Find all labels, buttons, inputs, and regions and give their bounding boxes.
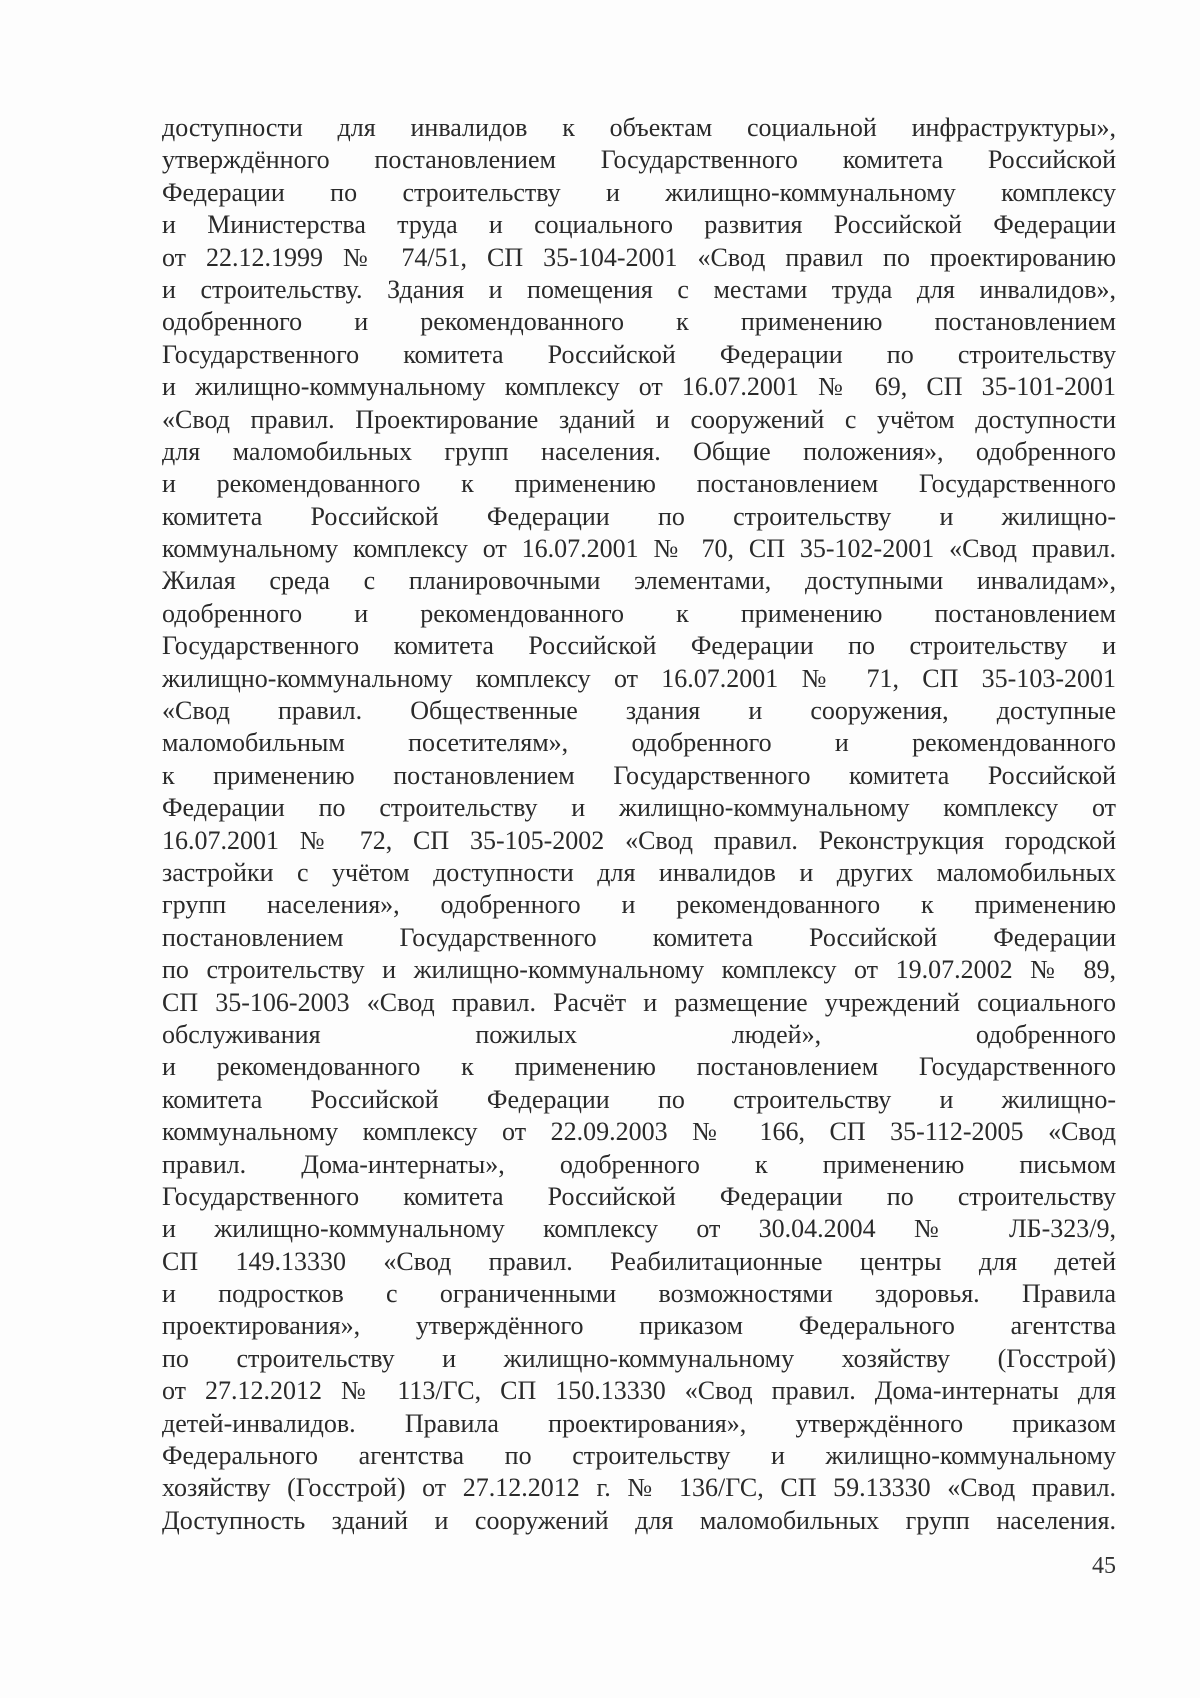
text-line: «Свод правил. Общественные здания и сооружения, доступные — [162, 696, 1116, 726]
text-line: коммунальному комплексу от 16.07.2001 № 70, СП 35-102-2001 «Свод правил. — [162, 534, 1116, 564]
text-line: 16.07.2001 № 72, СП 35-105-2002 «Свод правил. Реконструкция городской — [162, 825, 1116, 855]
text-line: групп населения», одобренного и рекомендованного к применению — [162, 890, 1116, 920]
text-line: одобренного и рекомендованного к применению постановлением — [162, 598, 1116, 628]
text-line: одобренного и рекомендованного к применению постановлением — [162, 307, 1116, 337]
text-line: жилищно-коммунальному комплексу от 16.07.2001 № 71, СП 35-103-2001 — [162, 663, 1116, 693]
text-line: и рекомендованного к применению постановлением Государственного — [162, 469, 1116, 499]
text-line: Федерации по строительству и жилищно-коммунальному комплексу от — [162, 793, 1116, 823]
text-line: СП 149.13330 «Свод правил. Реабилитационные центры для детей — [162, 1246, 1116, 1276]
text-line: комитета Российской Федерации по строительству и жилищно- — [162, 1084, 1116, 1114]
text-line: правил. Дома-интернаты», одобренного к применению письмом — [162, 1149, 1116, 1179]
text-line: доступности для инвалидов к объектам социальной инфраструктуры», — [162, 113, 1116, 142]
text-line: и Министерства труда и социального развития Российской Федерации — [162, 210, 1116, 240]
text-line: Жилая среда с планировочными элементами, доступными инвалидам», — [162, 566, 1116, 596]
text-line: по строительству и жилищно-коммунальному комплексу от 19.07.2002 № 89, — [162, 955, 1116, 985]
text-line: хозяйству (Госстрой) от 27.12.2012 г. № 136/ГС, СП 59.13330 «Свод правил. — [162, 1473, 1116, 1503]
body-paragraph — [162, 112, 1116, 1537]
text-line: и подростков с ограниченными возможностями здоровья. Правила — [162, 1279, 1116, 1309]
text-line: застройки с учётом доступности для инвалидов и других маломобильных — [162, 857, 1116, 887]
text-line: Государственного комитета Российской Федерации по строительству и — [162, 631, 1116, 661]
text-line: для маломобильных групп населения. Общие положения», одобренного — [162, 436, 1116, 466]
text-line: по строительству и жилищно-коммунальному хозяйству (Госстрой) — [162, 1343, 1116, 1373]
text-line: коммунальному комплексу от 22.09.2003 № 166, СП 35-112-2005 «Свод — [162, 1117, 1116, 1147]
text-line: Государственного комитета Российской Федерации по строительству — [162, 1181, 1116, 1211]
text-line: проектирования», утверждённого приказом Федерального агентства — [162, 1311, 1116, 1341]
text-line: от 27.12.2012 № 113/ГС, СП 150.13330 «Свод правил. Дома-интернаты для — [162, 1376, 1116, 1406]
text-line: и рекомендованного к применению постановлением Государственного — [162, 1052, 1116, 1082]
text-line: маломобильным посетителям», одобренного и рекомендованного — [162, 728, 1116, 758]
text-line: Федерации по строительству и жилищно-коммунальному комплексу — [162, 177, 1116, 207]
text-line: Государственного комитета Российской Федерации по строительству — [162, 339, 1116, 369]
text-line: детей-инвалидов. Правила проектирования», утверждённого приказом — [162, 1408, 1116, 1438]
text-line: постановлением Государственного комитета Российской Федерации — [162, 922, 1116, 952]
text-line: комитета Российской Федерации по строительству и жилищно- — [162, 501, 1116, 531]
text-line: от 22.12.1999 № 74/51, СП 35-104-2001 «Свод правил по проектированию — [162, 242, 1116, 272]
text-line: и жилищно-коммунальному комплексу от 16.07.2001 № 69, СП 35-101-2001 — [162, 372, 1116, 402]
text-line: Федерального агентства по строительству и жилищно-коммунальному — [162, 1441, 1116, 1471]
text-line: и жилищно-коммунальному комплексу от 30.04.2004 № ЛБ-323/9, — [162, 1214, 1116, 1244]
text-line: утверждённого постановлением Государственного комитета Российской — [162, 145, 1116, 175]
text-line: СП 35-106-2003 «Свод правил. Расчёт и размещение учреждений социального — [162, 987, 1116, 1017]
page-number: 45 — [1092, 1553, 1116, 1579]
text-line: Доступность зданий и сооружений для маломобильных групп населения. — [162, 1505, 1116, 1535]
text-line: и строительству. Здания и помещения с местами труда для инвалидов», — [162, 274, 1116, 304]
text-line: «Свод правил. Проектирование зданий и сооружений с учётом доступности — [162, 404, 1116, 434]
text-line: к применению постановлением Государственного комитета Российской — [162, 760, 1116, 790]
text-line: обслуживания пожилых людей», одобренного — [162, 1019, 1116, 1049]
